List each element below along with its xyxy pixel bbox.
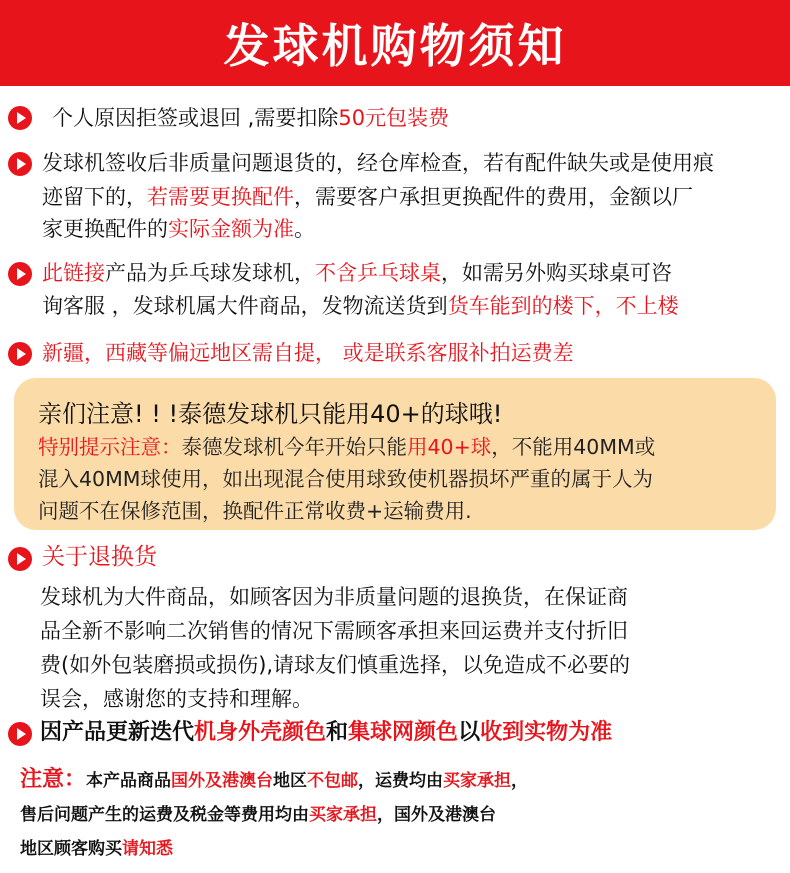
red-arrow-bullet-icon (8, 342, 32, 366)
page-title: 发球机购物须知 (223, 19, 567, 73)
update-notice: 因产品更新迭代机身外壳颜色和集球网颜色以收到实物为准 (40, 719, 613, 745)
header-banner (0, 0, 790, 86)
returns-line-1: 发球机为大件商品，如顾客因为非质量问题的退换货，在保证商 (40, 585, 628, 609)
red-arrow-bullet-icon (8, 262, 32, 286)
red-arrow-bullet-icon (8, 152, 32, 176)
notice-item-2-line-3: 家更换配件的实际金额为准。 (42, 217, 315, 241)
returns-title: 关于退换货 (42, 544, 157, 570)
returns-line-2: 品全新不影响二次销售的情况下需顾客承担来回运费并支付折旧 (40, 619, 628, 643)
footer-line-2: 售后问题产生的运费及税金等费用均由买家承担，国外及港澳台 (20, 805, 496, 825)
notice-item-3-line-1: 此链接产品为乒乓球发球机，不含乒乓球桌，如需另外购买球桌可咨 (42, 261, 672, 285)
notice-item-2-line-2: 迹留下的，若需要更换配件，需要客户承担更换配件的费用，金额以厂 (42, 185, 693, 209)
ball-notice-line-1: 特别提示注意：泰德发球机今年开始只能用40+球，不能用40MM或 (38, 435, 656, 459)
ball-notice-box (14, 378, 776, 530)
ball-notice-line-3: 问题不在保修范围，换配件正常收费+运输费用. (38, 499, 472, 523)
footer-line-3: 地区顾客购买请知悉 (20, 839, 173, 859)
returns-line-4: 误会，感谢您的支持和理解。 (40, 687, 313, 711)
red-arrow-bullet-icon (8, 547, 32, 571)
notice-item-2-line-1: 发球机签收后非质量问题退货的，经仓库检查，若有配件缺失或是使用痕 (42, 151, 714, 175)
notice-item-3-line-2: 询客服 ，发球机属大件商品，发物流送货到货车能到的楼下，不上楼 (42, 294, 679, 318)
red-arrow-bullet-icon (8, 722, 32, 746)
returns-line-3: 费(如外包装磨损或损伤),请球友们慎重选择，以免造成不必要的 (40, 653, 631, 677)
red-arrow-bullet-icon (8, 106, 32, 130)
notice-item-1: 个人原因拒签或退回 ,需要扣除50元包装费 (52, 106, 450, 130)
ball-notice-line-2: 混入40MM球使用，如出现混合使用球致使机器损坏严重的属于人为 (38, 467, 653, 491)
notice-item-4: 新疆，西藏等偏远地区需自提， 或是联系客服补拍运费差 (42, 341, 574, 365)
ball-notice-title: 亲们注意! ! !泰德发球机只能用40+的球哦! (38, 400, 503, 428)
footer-line-1: 注意：本产品商品国外及港澳台地区不包邮，运费均由买家承担， (20, 766, 529, 792)
